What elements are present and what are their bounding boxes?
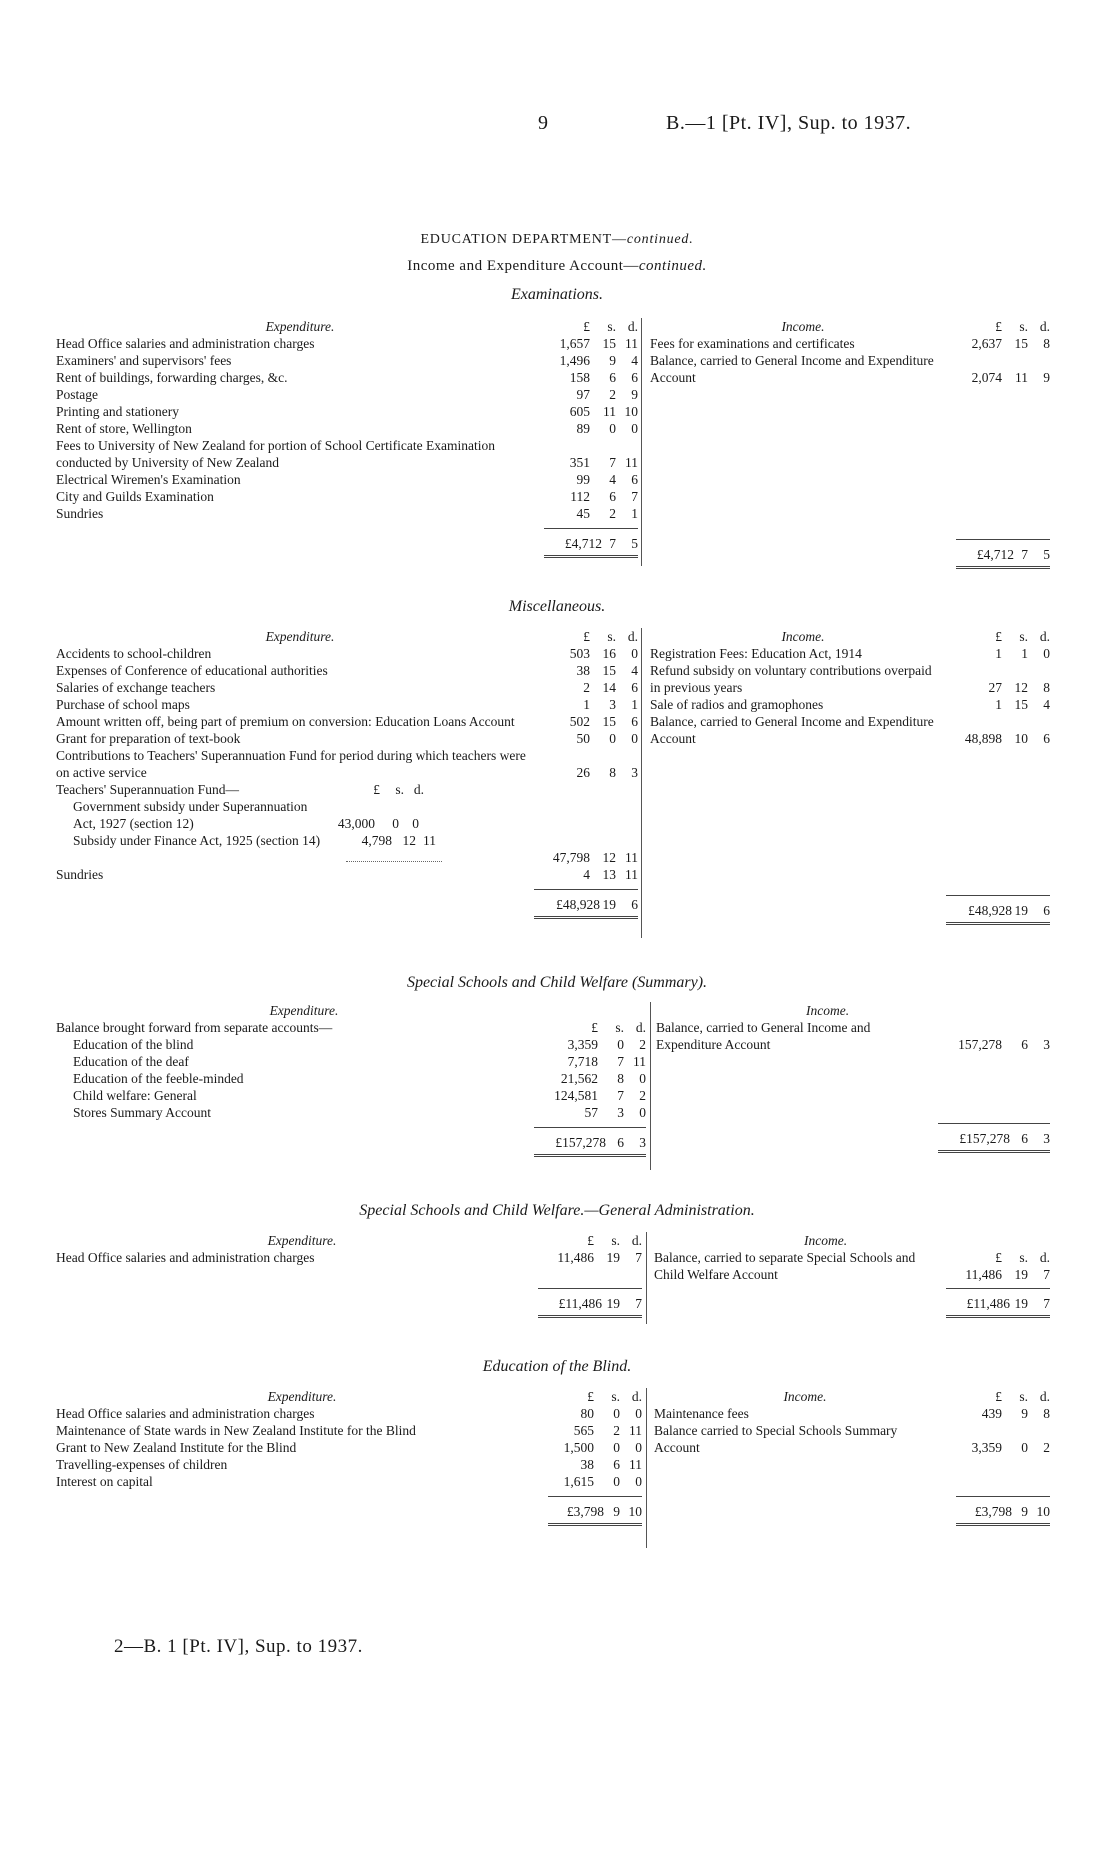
income-header: Income. £ s. d. — [650, 628, 1050, 645]
ledger-row: Balance brought forward from separate accounts— £ s. d. — [56, 1020, 646, 1035]
ledger-row: Examiners' and supervisors' fees 1,496 9 4 — [56, 353, 638, 368]
special-summary-income — [656, 1002, 1050, 1153]
total-row: £3,798 9 10 — [56, 1496, 642, 1520]
miscellaneous-expenditure — [56, 628, 638, 919]
examinations-income — [650, 318, 1050, 569]
column-divider — [650, 1002, 651, 1170]
ledger-row: Education of the feeble-minded 21,562 8 0 — [73, 1071, 646, 1086]
income-heading: Income. — [781, 629, 825, 644]
column-divider — [641, 318, 642, 566]
ledger-row: Fees for examinations and certificates 2,637 15 8 — [650, 336, 1050, 351]
ledger-row: Contributions to Teachers' Superannuation Fund for period during which teachers were on active service 26 8 3 — [56, 748, 638, 780]
expenditure-header — [56, 1002, 646, 1019]
section-title-special-summary: Special Schools and Child Welfare (Summary). — [406, 974, 708, 991]
income-heading: Income. — [781, 319, 825, 334]
section-title-special-general: Special Schools and Child Welfare.—General Administration. — [359, 1202, 755, 1219]
ledger-row: Balance, carried to separate Special Schools and Child Welfare Account £ s. d. 11,486 19 7 — [654, 1250, 1050, 1282]
special-general-expenditure — [56, 1232, 642, 1318]
document-reference: B.—1 [Pt. IV], Sup. to 1937. — [666, 112, 912, 134]
total-row: £4,712 7 5 — [650, 539, 1050, 563]
expenditure-header: Expenditure. £ s. d. — [56, 1232, 642, 1249]
ledger-row: Expenses of Conference of educational authorities 38 15 4 — [56, 663, 638, 678]
ledger-row: City and Guilds Examination 112 6 7 — [56, 489, 638, 504]
ledger-row: Balance, carried to General Income and Expenditure Account 48,898 10 6 — [650, 714, 1050, 746]
income-header — [654, 1232, 1050, 1249]
ledger-row: Rent of store, Wellington 89 0 0 — [56, 421, 638, 436]
footer-reference: 2—B. 1 [Pt. IV], Sup. to 1937. — [114, 1636, 363, 1657]
expenditure-heading: Expenditure. — [269, 1003, 339, 1018]
account-continued: continued. — [638, 258, 707, 274]
ledger-row: Electrical Wiremen's Examination 99 4 6 — [56, 472, 638, 487]
ledger-row: Refund subsidy on voluntary contributions overpaid in previous years 27 12 8 — [650, 663, 1050, 695]
income-header: Income. £ s. d. — [654, 1388, 1050, 1405]
ledger-row: Travelling-expenses of children 38 6 11 — [56, 1457, 642, 1472]
expenditure-heading: Expenditure. — [265, 629, 335, 644]
ledger-row: Purchase of school maps 1 3 1 — [56, 697, 638, 712]
expenditure-header: Expenditure. £ s. d. — [56, 318, 638, 335]
section-title-blind: Education of the Blind. — [482, 1358, 632, 1375]
total-row: £48,928 19 6 — [56, 889, 638, 913]
ledger-row: Balance, carried to General Income and Expenditure Account 157,278 6 3 — [656, 1020, 1050, 1052]
income-heading: Income. — [806, 1003, 850, 1018]
ledger-row: Head Office salaries and administration charges 80 0 0 — [56, 1406, 642, 1421]
ledger-row: Head Office salaries and administration charges 11,486 19 7 — [56, 1250, 642, 1265]
department-continued: continued. — [626, 232, 694, 247]
ledger-row: Grant for preparation of text-book 50 0 0 — [56, 731, 638, 746]
examinations-expenditure — [56, 318, 638, 558]
superannuation-total: 47,798 12 11 — [56, 849, 638, 866]
expenditure-header: Expenditure. £ s. d. — [56, 628, 638, 645]
ledger-row: Education of the blind 3,359 0 2 — [73, 1037, 646, 1052]
miscellaneous-income — [650, 628, 1050, 925]
ledger-row: Balance, carried to General Income and Expenditure Account 2,074 11 9 — [650, 353, 1050, 385]
ledger-row: Accidents to school-children 503 16 0 — [56, 646, 638, 661]
department-name: EDUCATION DEPARTMENT— — [420, 232, 627, 247]
total-row: £3,798 9 10 — [654, 1496, 1050, 1520]
ledger-row: Subsidy under Finance Act, 1925 (section 14) 4,798 12 11 — [73, 833, 436, 848]
expenditure-header: Expenditure. £ s. d. — [56, 1388, 642, 1405]
income-header — [656, 1002, 1050, 1019]
ledger-row: Maintenance fees 439 9 8 — [654, 1406, 1050, 1421]
ledger-row: Education of the deaf 7,718 7 11 — [73, 1054, 646, 1069]
ledger-row: Printing and stationery 605 11 10 — [56, 404, 638, 419]
ledger-row: Grant to New Zealand Institute for the Blind 1,500 0 0 — [56, 1440, 642, 1455]
special-general-income — [654, 1232, 1050, 1318]
ledger-row: Child welfare: General 124,581 7 2 — [73, 1088, 646, 1103]
income-header: Income. £ s. d. — [650, 318, 1050, 335]
ledger-row: Fees to University of New Zealand for portion of School Certificate Examination conducted by University of New Zealand 351 7 11 — [56, 438, 638, 470]
department-title — [0, 232, 1114, 248]
total-row: £4,712 7 5 — [56, 528, 638, 552]
ledger-row: Postage 97 2 9 — [56, 387, 638, 402]
expenditure-heading: Expenditure. — [267, 1389, 337, 1404]
ledger-row: Sundries 45 2 1 — [56, 506, 638, 521]
account-title — [0, 258, 1114, 275]
blind-expenditure — [56, 1388, 642, 1526]
ledger-row: Registration Fees: Education Act, 1914 1 1 0 — [650, 646, 1050, 661]
column-divider — [641, 628, 642, 938]
ledger-row: Interest on capital 1,615 0 0 — [56, 1474, 642, 1489]
income-heading: Income. — [783, 1389, 827, 1404]
total-row: £157,278 6 3 — [56, 1127, 646, 1151]
ledger-row: Rent of buildings, forwarding charges, &c. 158 6 6 — [56, 370, 638, 385]
total-row: £11,486 19 7 — [56, 1288, 642, 1312]
superannuation-heading: Teachers' Superannuation Fund— £ s. d. — [56, 782, 424, 797]
ledger-row: Amount written off, being part of premium on conversion: Education Loans Account 502 15 6 — [56, 714, 638, 729]
total-row: £48,928 19 6 — [650, 895, 1050, 919]
blind-income — [654, 1388, 1050, 1526]
page-number: 9 — [538, 112, 548, 134]
section-title-examinations: Examinations. — [511, 286, 603, 303]
ledger-row: Sundries 4 13 11 — [56, 867, 638, 882]
expenditure-heading: Expenditure. — [265, 319, 335, 334]
column-divider — [646, 1388, 647, 1548]
ledger-row: Maintenance of State wards in New Zealand Institute for the Blind 565 2 11 — [56, 1423, 642, 1438]
ledger-row: Government subsidy under Superannuation Act, 1927 (section 12) 43,000 0 0 — [73, 799, 419, 831]
income-heading: Income. — [804, 1233, 848, 1248]
ledger-row: Head Office salaries and administration charges 1,657 15 11 — [56, 336, 638, 351]
special-summary-expenditure — [56, 1002, 646, 1157]
ledger-row: Salaries of exchange teachers 2 14 6 — [56, 680, 638, 695]
total-row: £11,486 19 7 — [654, 1288, 1050, 1312]
section-title-miscellaneous: Miscellaneous. — [508, 598, 606, 615]
expenditure-heading: Expenditure. — [267, 1233, 337, 1248]
ledger-row: Balance carried to Special Schools Summary Account 3,359 0 2 — [654, 1423, 1050, 1455]
column-divider — [646, 1232, 647, 1324]
total-row: £157,278 6 3 — [656, 1123, 1050, 1147]
ledger-row: Sale of radios and gramophones 1 15 4 — [650, 697, 1050, 712]
account-name: Income and Expenditure Account— — [407, 258, 639, 274]
ledger-row: Stores Summary Account 57 3 0 — [73, 1105, 646, 1120]
